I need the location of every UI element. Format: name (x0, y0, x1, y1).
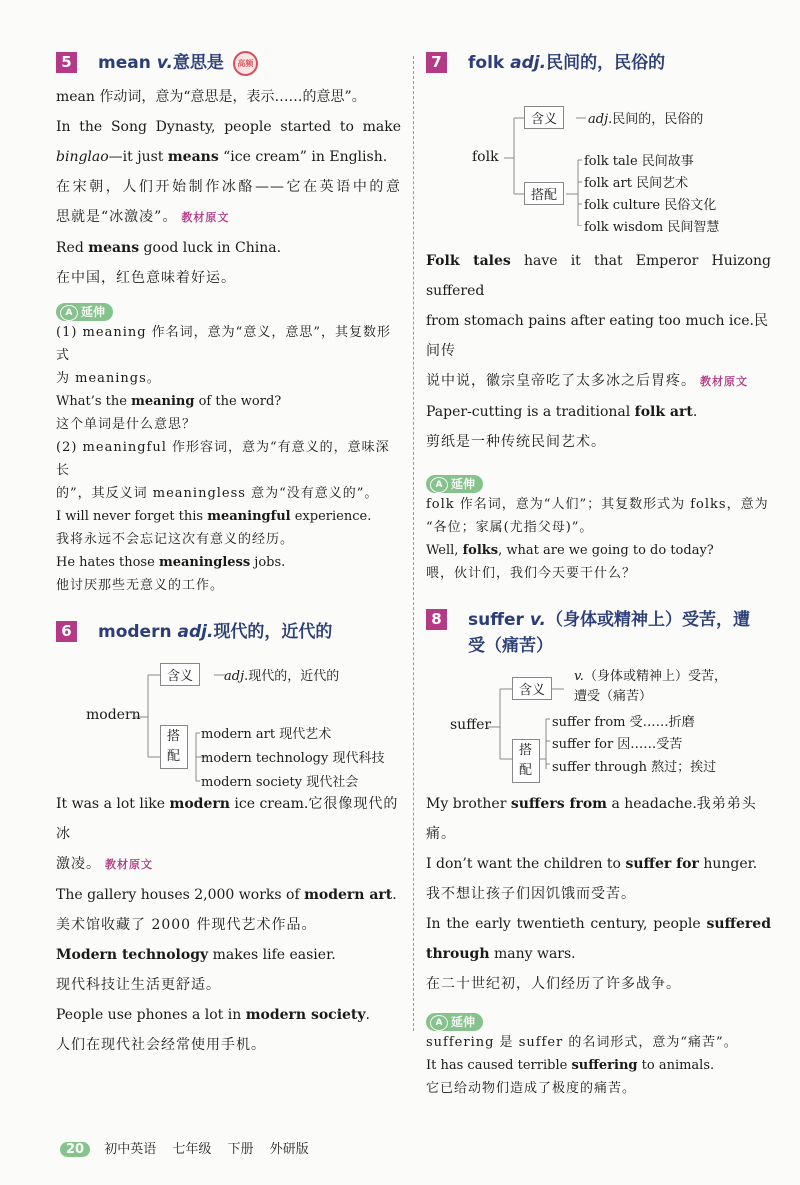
book-title: 初中英语 (104, 1142, 157, 1157)
section-7-heading: 7 folk adj.民间的，民俗的 (426, 50, 771, 76)
extension-badge: A 延伸 (56, 303, 113, 321)
volume-label: 下册 (227, 1142, 254, 1157)
definition: mean 作动词，意为“意思是，表示……的意思”。 (56, 89, 366, 105)
collocation-tree: modern 含义 搭配 adj.现代的，近代的 modern art 现代艺术 modern technology 现代科技 modern society 现代社会 (56, 645, 401, 785)
textbook-source-tag: 教材原文 (700, 375, 748, 388)
section-number: 7 (426, 52, 447, 73)
example-cn: 在宋朝，人们开始制作冰酪——它在英语中的意 (56, 179, 401, 195)
example-en: Red means good luck in China. (56, 240, 282, 256)
collocation-tree: folk 含义 搭配 adj.民间的，民俗的 folk tale 民间故事 folk art 民间艺术 folk culture 民俗文化 folk wisdom 民间智慧 (426, 76, 771, 226)
section-number: 6 (56, 621, 77, 642)
high-frequency-stamp-icon: 高频 (233, 51, 258, 76)
example-cn: 在中国，红色意味着好运。 (56, 270, 236, 286)
section-number: 8 (426, 609, 447, 630)
extension-icon: A (60, 305, 78, 321)
column-divider (413, 56, 414, 1031)
section-6-heading: 6 modern adj.现代的，近代的 (56, 619, 401, 645)
page-footer (60, 1138, 321, 1157)
section-5-heading: 5 mean v.意思是 高频 (56, 50, 401, 76)
example-en: In the Song Dynasty, people started to make (56, 119, 401, 135)
extension-badge: A 延伸 (426, 1013, 483, 1031)
example-cn: 思就是“冰激凌”。 教材原文 (56, 209, 230, 225)
example-en: binglao—it just means “ice cream” in English. (56, 149, 388, 165)
section-number: 5 (56, 52, 77, 73)
extension-box: A 延伸 suffering 是 suffer 的名词形式，意为“痛苦”。 It has caused terrible suffering to animals. 它已给动物们造成了极度的痛苦。 (426, 1015, 738, 1096)
extension-box: A 延伸 (1) meaning 作名词，意为“意义，意思”，其复数形式 为 meanings。 What’s the meaning of the word? 这个单词是什么意思？ (2) meaningful 作形容词，意为“有意义的，意味深长 的”，其反义词 meaningless 意为“没有意义的”。 I will never forget this meaningful experience. 我将永远不会忘记这次有意义的经历。 He hates those meaningless jobs. 他讨厌那些无意义的工作。 (56, 305, 391, 593)
collocation-tree: suffer 含义 搭配 v.（身体或精神上）受苦， 遭受（痛苦） suffer from 受……折磨 suffer for 因……受苦 suffer through 熬过；挨过 (426, 659, 771, 789)
right-column: 7 folk adj.民间的，民俗的 folk 含义 搭配 adj.民间的，民俗的 folk tale 民间故事 folk art 民间艺术 folk culture 民俗文化 folk wisdom 民间智慧 Folk tales have it that Emperor Huizong suffered from stomach pains after eating too much ice.民间传 说中说，徽宗皇帝吃了太多冰之后胃疼。 教材原文 Paper-cutting is a traditional folk art. 剪纸是一种传统民间艺术。 A 延伸 folk 作名词，意为“人们”；其复数形式为 folks，意为 “各位；家属(尤指父母)”。 Well, folks, what are we going to do today? 喂，伙计们，我们今天要干什么？ 8 suffer v.（身体或精神上）受苦，遭 受（痛苦） suffer 含义 搭配 v.（身体或精神上）受苦， 遭受（痛苦） suffer from 受……折磨 suffer for 因……受苦 suffer through 熬过；挨过 My brother suffers from a headache.我弟弟头痛。 I don’t want the children to suffer for hunger. 我不想让孩子们因饥饿而受苦。 In the early twentieth century, people suffered through many wars. 在二十世纪初，人们经历了许多战争。 A 延伸 suffering 是 suffer 的名词形式，意为“痛苦”。 It has caused terrible suffering to animals. 它已给动物们造成了极度的痛苦。 (426, 50, 771, 1100)
section-8-heading: 8 suffer v.（身体或精神上）受苦，遭 受（痛苦） (426, 607, 771, 659)
page-number: 20 (60, 1142, 90, 1157)
extension-box: A 延伸 folk 作名词，意为“人们”；其复数形式为 folks，意为 “各位；家属(尤指父母)”。 Well, folks, what are we going to do today? 喂，伙计们，我们今天要干什么？ (426, 477, 769, 581)
grade-label: 七年级 (172, 1142, 212, 1157)
extension-icon: A (430, 477, 448, 493)
textbook-source-tag: 教材原文 (105, 858, 153, 871)
left-column: 5 mean v.意思是 高频 mean 作动词，意为“意思是，表示……的意思”。 In the Song Dynasty, people started to make binglao—it just means “ice cream” in English. 在宋朝，人们开始制作冰酪——它在英语中的意 思就是“冰激凌”。 教材原文 Red means good luck in China. 在中国，红色意味着好运。 A 延伸 (1) meaning 作名词，意为“意义，意思”，其复数形式 为 meanings。 What’s the meaning of the word? 这个单词是什么意思？ (2) meaningful 作形容词，意为“有意义的，意味深长 的”，其反义词 meaningless 意为“没有意义的”。 I will never forget this meaningful experience. 我将永远不会忘记这次有意义的经历。 He hates those meaningless jobs. 他讨厌那些无意义的工作。 6 modern adj.现代的，近代的 modern 含义 搭配 adj.现代的，近代的 modern art 现代艺术 modern technology 现代科技 modern society 现代社会 It was a lot like modern ice cream.它很像现代的冰 激凌。 教材原文 The gallery houses 2,000 works of modern art. 美术馆收藏了 2000 件现代艺术作品。 Modern technology makes life easier. 现代科技让生活更舒适。 People use phones a lot in modern society. 人们在现代社会经常使用手机。 (56, 50, 401, 1060)
extension-icon: A (430, 1015, 448, 1031)
extension-badge: A 延伸 (426, 475, 483, 493)
edition-label: 外研版 (269, 1142, 309, 1157)
textbook-source-tag: 教材原文 (181, 211, 230, 224)
